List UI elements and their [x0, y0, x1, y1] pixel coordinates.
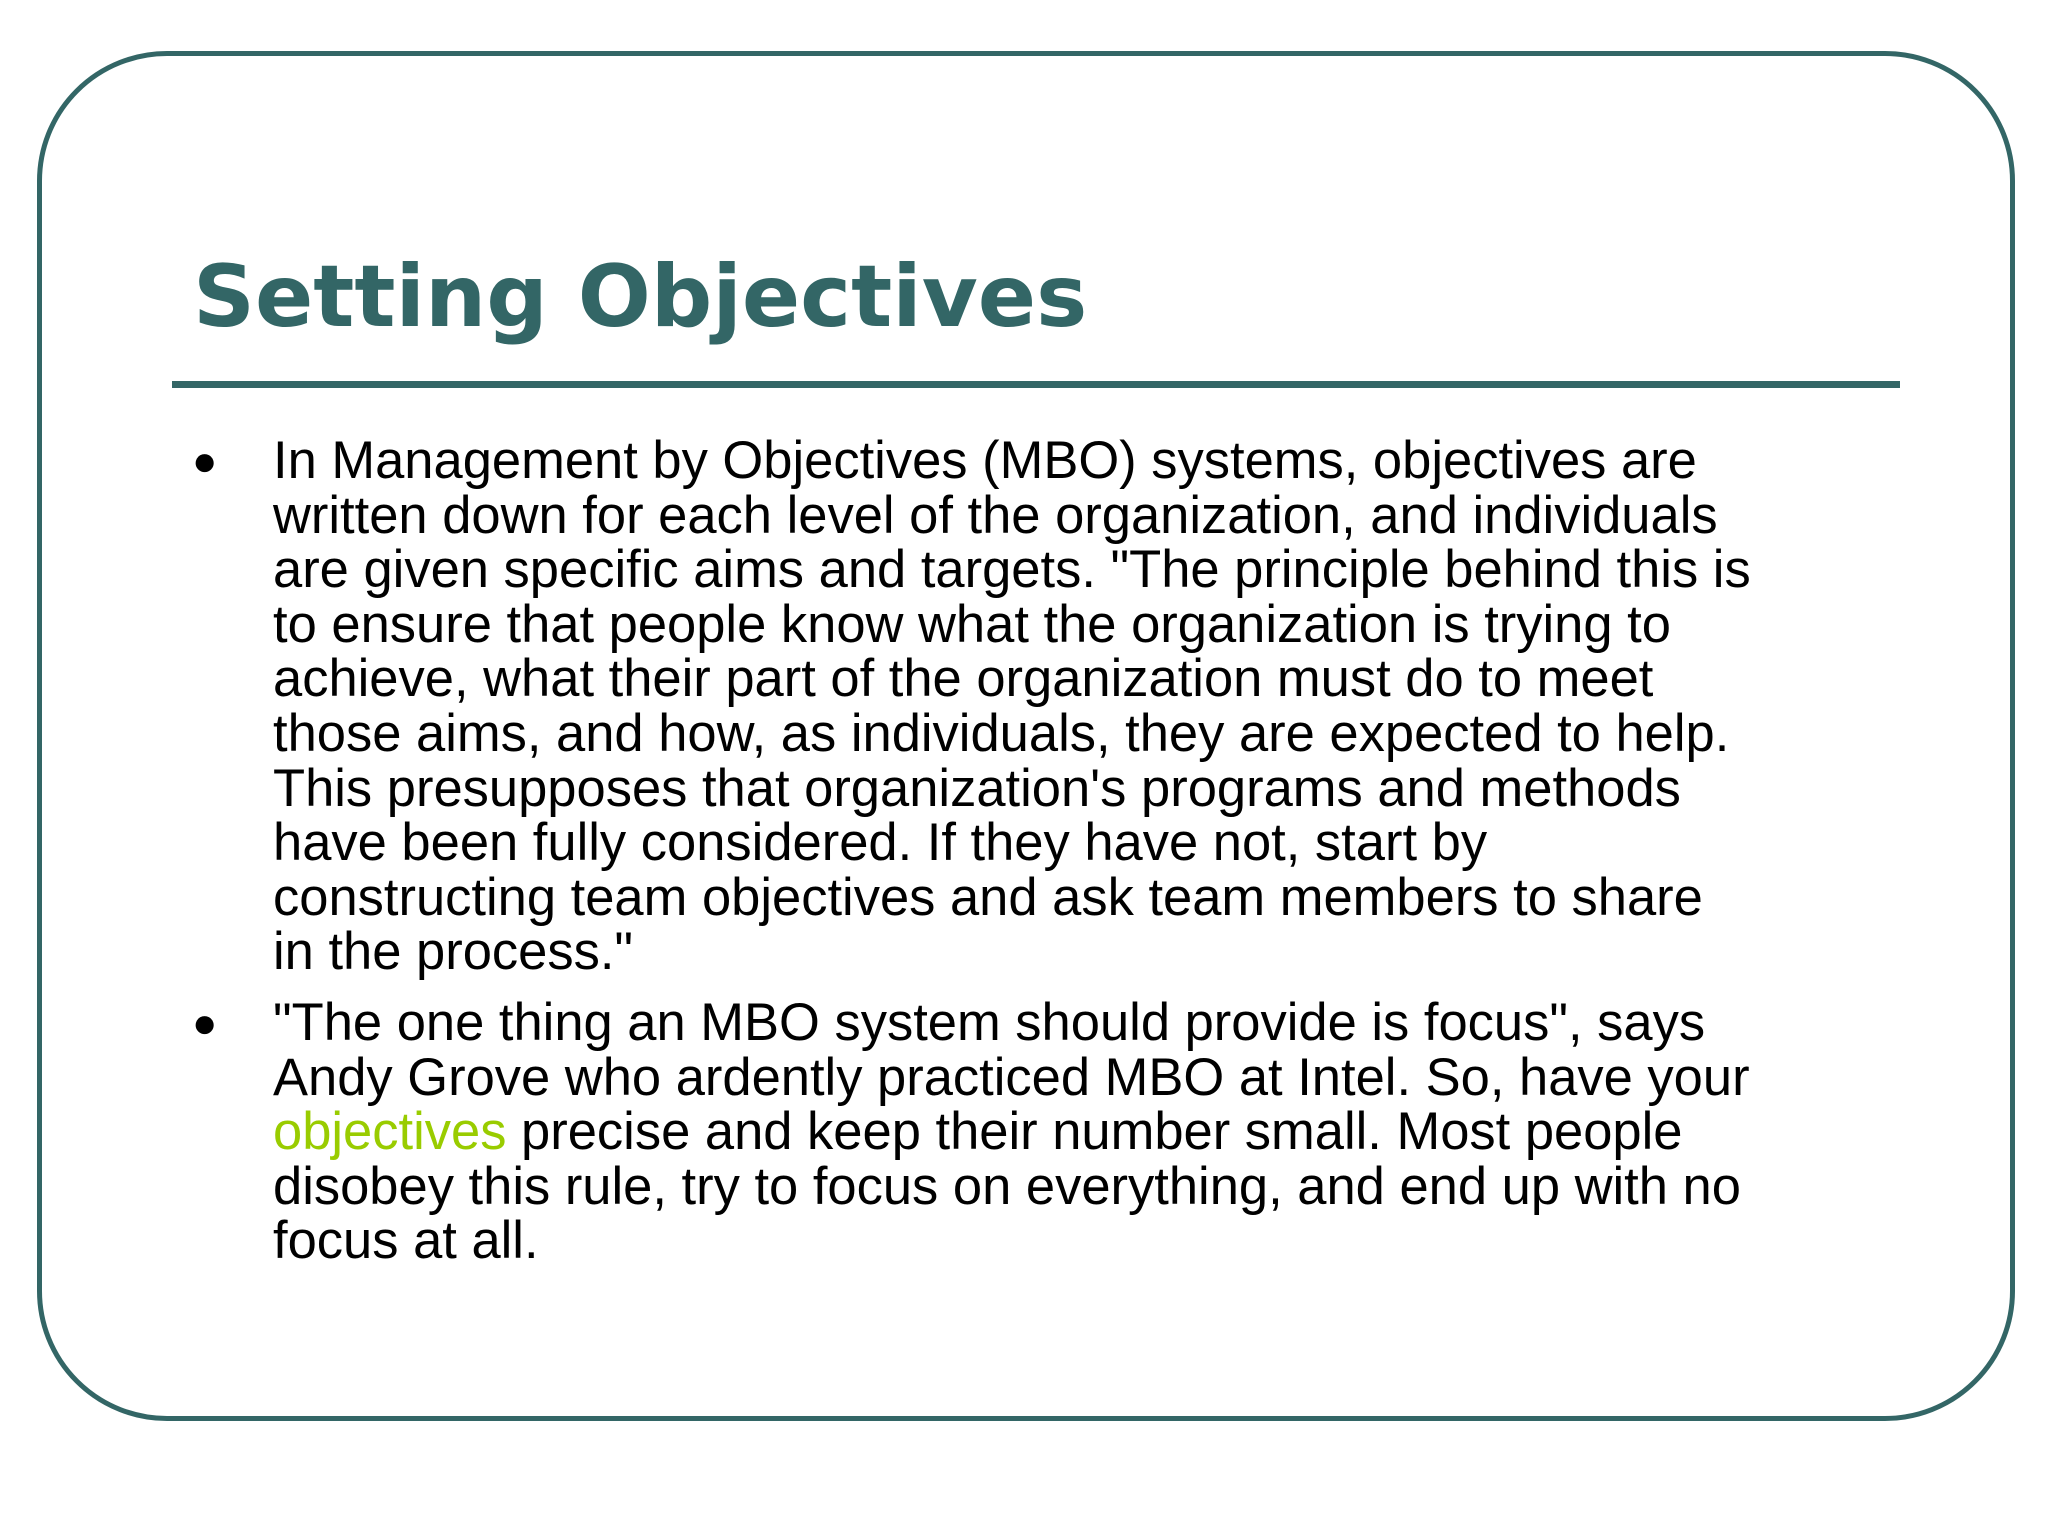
- bullet-text: In Management by Objectives (MBO) systems, objectives are written down for each level of the organization, and individuals are given specific aims and targets. "The principle behind this is to ensure that people know what the organization is trying to achieve, what their part of the organization must do to meet those aims, and how, as individuals, they are expected to help. This presupposes that organization's programs and methods have been fully considered. If they have not, start by constructing team objectives and ask team members to share in the process.": [273, 431, 1751, 982]
- bullet-text: [273, 992, 1773, 1271]
- bullet-dot-icon: ●: [192, 437, 218, 484]
- bullet-item-focus-quote: [188, 992, 1908, 1271]
- bullet-text-tail: precise and keep their number small. Most people disobey this rule, try to focus on everything, and end up with no focus at all.: [273, 1102, 1741, 1271]
- title-underline: [172, 381, 1900, 388]
- bullet-text-lead: "The one thing an MBO system should provide is focus", says Andy Grove who ardently practiced MBO at Intel. So, have your: [273, 992, 1750, 1107]
- bullet-dot-icon: ●: [192, 998, 218, 1046]
- bullet-list: [188, 431, 1908, 1285]
- bullet-item-mbo-systems: [188, 431, 1908, 982]
- objectives-link[interactable]: objectives: [273, 1102, 507, 1162]
- slide-title: Setting Objectives: [193, 247, 1088, 347]
